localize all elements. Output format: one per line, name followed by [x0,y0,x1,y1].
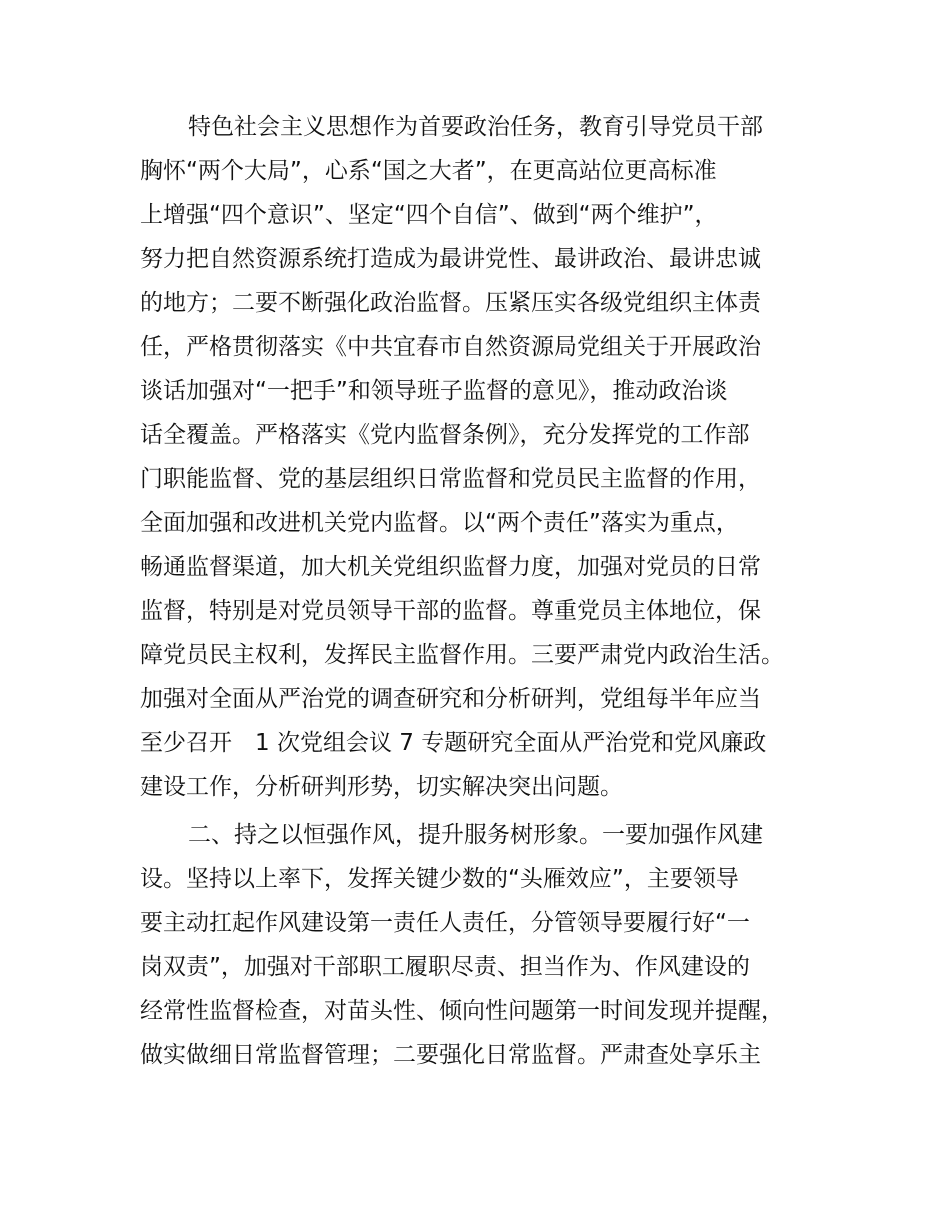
paragraph-1-line-10: 全面加强和改进机关党内监督。以“两个责任”落实为重点， [140,510,739,536]
paragraph-1-line-3: 上增强“四个意识”、坚定“四个自信”、做到“两个维护”， [140,202,718,228]
paragraph-2-line-4: 岗双责”，加强对干部职工履职尽责、担当作为、作风建设的 [140,954,750,980]
paragraph-2-line-6: 做实做细日常监督管理；二要强化日常监督。严肃查处享乐主 [140,1042,761,1068]
paragraph-1-line-11: 畅通监督渠道，加大机关党组织监督力度，加强对党员的日常 [140,554,761,580]
paragraph-1-line-16: 建设工作，分析研判形势，切实解决突出问题。 [140,774,623,800]
paragraph-1-line-9: 门职能监督、党的基层组织日常监督和党员民主监督的作用， [140,466,761,492]
paragraph-1-line-4: 努力把自然资源系统打造成为最讲党性、最讲政治、最讲忠诚 [140,246,761,272]
paragraph-1-line-13: 障党员民主权利，发挥民主监督作用。三要严肃党内政治生活。 [140,642,784,668]
paragraph-1-line-15: 至少召开 1 次党组会议 7 专题研究全面从严治党和党风廉政 [140,730,767,756]
paragraph-1-line-8: 话全覆盖。严格落实《党内监督条例》，充分发挥党的工作部 [140,422,750,448]
paragraph-2-line-5: 经常性监督检查，对苗头性、倾向性问题第一时间发现并提醒， [140,998,784,1024]
paragraph-1-line-2: 胸怀“两个大局”，心系“国之大者”，在更高站位更高标准 [140,158,717,184]
paragraph-1-line-12: 监督，特别是对党员领导干部的监督。尊重党员主体地位，保 [140,598,761,624]
paragraph-2-line-3: 要主动扛起作风建设第一责任人责任，分管领导要履行好“一 [140,910,750,936]
paragraph-1-line-5: 的地方；二要不断强化政治监督。压紧压实各级党组织主体责 [140,290,761,316]
paragraph-2-line-2: 设。坚持以上率下，发挥关键少数的“头雁效应”，主要领导 [140,866,739,892]
paragraph-1-line-6: 任，严格贯彻落实《中共宜春市自然资源局党组关于开展政治 [140,334,761,360]
paragraph-1-line-7: 谈话加强对“一把手”和领导班子监督的意见》，推动政治谈 [140,378,728,404]
paragraph-1-line-14: 加强对全面从严治党的调查研究和分析研判，党组每半年应当 [140,686,761,712]
paragraph-1-line-1: 特色社会主义思想作为首要政治任务，教育引导党员干部 [188,114,763,140]
paragraph-2-line-1: 二、持之以恒强作风，提升服务树形象。一要加强作风建 [188,822,763,848]
